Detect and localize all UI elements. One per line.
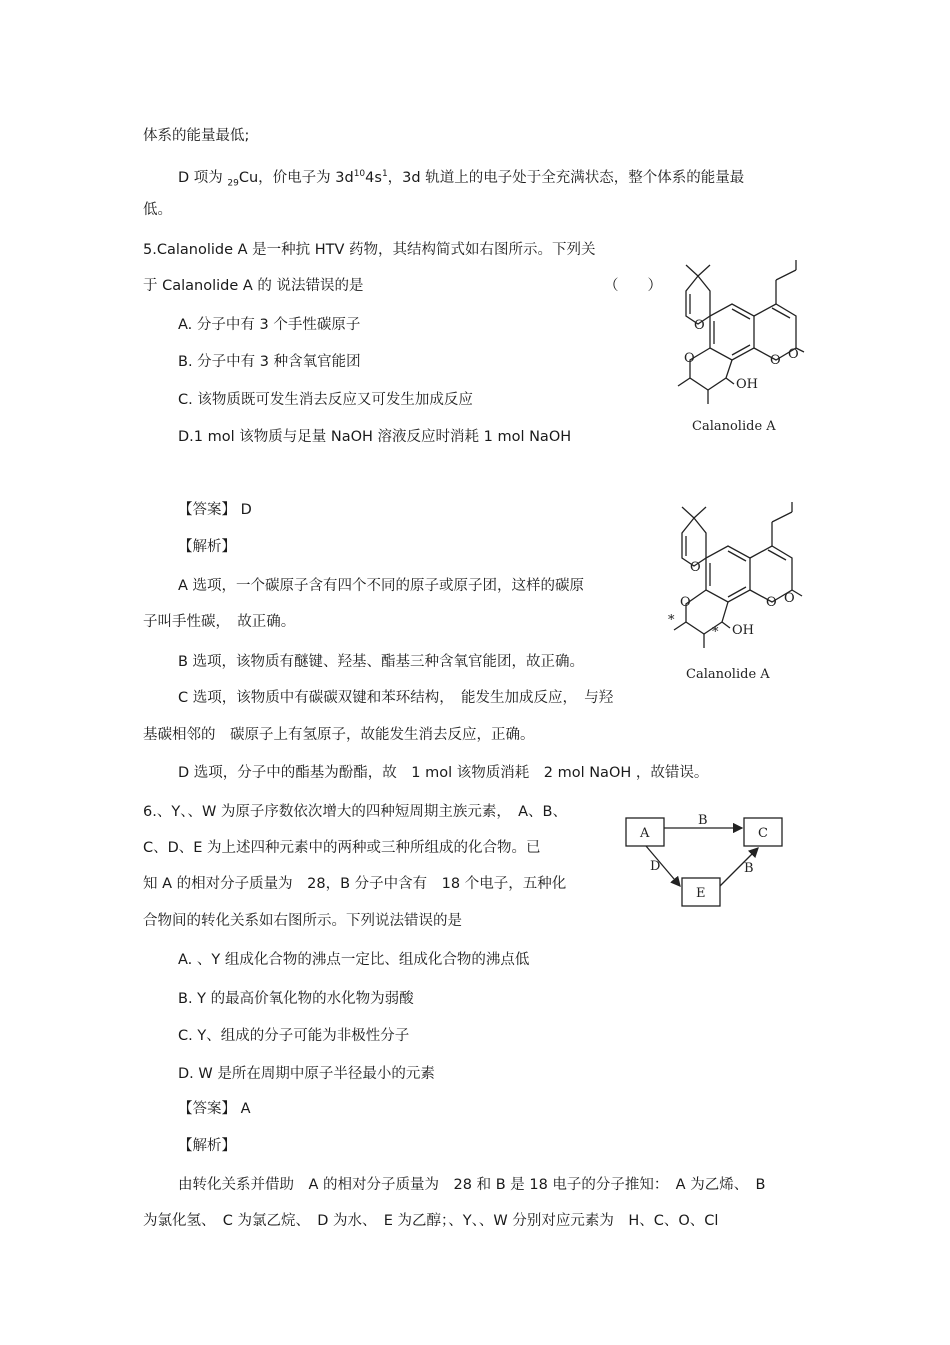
text-line: 体系的能量最低;: [143, 128, 250, 144]
oxygen-label: O: [770, 353, 781, 368]
option-a: A. 、Y 组成化合物的沸点一定比、组成化合物的沸点低: [178, 952, 530, 968]
text-line: 低。: [143, 202, 172, 218]
label-c: C: [758, 826, 768, 841]
text-line: B 选项，该物质有醚键、羟基、酯基三种含氧官能团，故正确。: [178, 654, 585, 670]
text-line: 为氯化氢、 C 为氯乙烷、 D 为水、 E 为乙醇；、Y、、W 分别对应元素为 H、C、O、Cl: [143, 1213, 719, 1229]
label-d: D: [650, 859, 661, 874]
oxygen-label: O: [684, 351, 695, 366]
oxygen-label: O: [784, 591, 795, 606]
text-line: D 项为 $_{29}$Cu，价电子为 $3d^{10}4s^1$，3d 轨道上的电子处于全充满状态，整个体系的能量最: [178, 169, 745, 189]
calanolide-structure-figure-marked: [666, 498, 804, 688]
text-line: C 选项，该物质中有碳碳双键和苯环结构， 能发生加成反应， 与羟: [178, 690, 614, 706]
conversion-diagram: [614, 796, 798, 918]
calanolide-structure-figure: [670, 258, 805, 440]
oh-label: OH: [732, 623, 754, 638]
option-d: D. W 是所在周期中原子半径最小的元素: [178, 1066, 435, 1082]
label-a: A: [640, 826, 650, 841]
oxygen-label: O: [766, 595, 777, 610]
text-line: 基碳相邻的 碳原子上有氢原子，故能发生消去反应，正确。: [143, 727, 535, 743]
option-a: A. 分子中有 3 个手性碳原子: [178, 317, 361, 333]
option-d: D.1 mol 该物质与足量 NaOH 溶液反应时消耗 1 mol NaOH: [178, 429, 572, 445]
option-c: C. 该物质既可发生消去反应又可发生加成反应: [178, 392, 473, 408]
chiral-mark: *: [668, 613, 675, 628]
text-line: 子叫手性碳， 故正确。: [143, 614, 296, 630]
question-6-stem: 6.、Y、、W 为原子序数依次增大的四种短周期主族元素， A、B、: [143, 804, 568, 820]
text-line: A 选项，一个碳原子含有四个不同的原子或原子团，这样的碳原: [178, 578, 585, 594]
question-5-stem-2: 于 Calanolide A 的 说法错误的是: [143, 278, 364, 294]
question-5-stem: 5.Calanolide A 是一种抗 HTV 药物，其结构简式如右图所示。下列关: [143, 242, 596, 258]
label-b-top: B: [698, 813, 708, 828]
text-line: 知 A 的相对分子质量为 28，B 分子中含有 18 个电子，五种化: [143, 876, 567, 892]
answer-label: 【答案】 D: [178, 502, 252, 518]
oxygen-label: O: [680, 595, 691, 610]
chiral-mark: *: [712, 625, 719, 640]
text-line: 由转化关系并借助 A 的相对分子质量为 28 和 B 是 18 电子的分子推知： A 为乙烯、 B: [178, 1177, 766, 1193]
oxygen-label: O: [788, 347, 799, 362]
analysis-label: 【解析】: [178, 1138, 236, 1154]
figure-caption: Calanolide A: [686, 667, 770, 682]
figure-caption: Calanolide A: [692, 419, 776, 434]
text-line: 合物间的转化关系如右图所示。下列说法错误的是: [143, 913, 462, 929]
oxygen-label: O: [694, 318, 705, 333]
oxygen-label: O: [690, 560, 701, 575]
analysis-label: 【解析】: [178, 539, 236, 555]
text-line: C、D、E 为上述四种元素中的两种或三种所组成的化合物。已: [143, 840, 541, 856]
answer-label: 【答案】 A: [178, 1101, 251, 1117]
text-line: D 选项，分子中的酯基为酚酯，故 1 mol 该物质消耗 2 mol NaOH ，故错误。: [178, 765, 709, 781]
option-b: B. Y 的最高价氧化物的水化物为弱酸: [178, 991, 414, 1007]
option-b: B. 分子中有 3 种含氧官能团: [178, 354, 361, 370]
oh-label: OH: [736, 377, 758, 392]
label-b-right: B: [744, 861, 754, 876]
label-e: E: [696, 886, 706, 901]
option-c: C. Y、组成的分子可能为非极性分子: [178, 1028, 410, 1044]
answer-bracket: （ ）: [604, 278, 662, 294]
